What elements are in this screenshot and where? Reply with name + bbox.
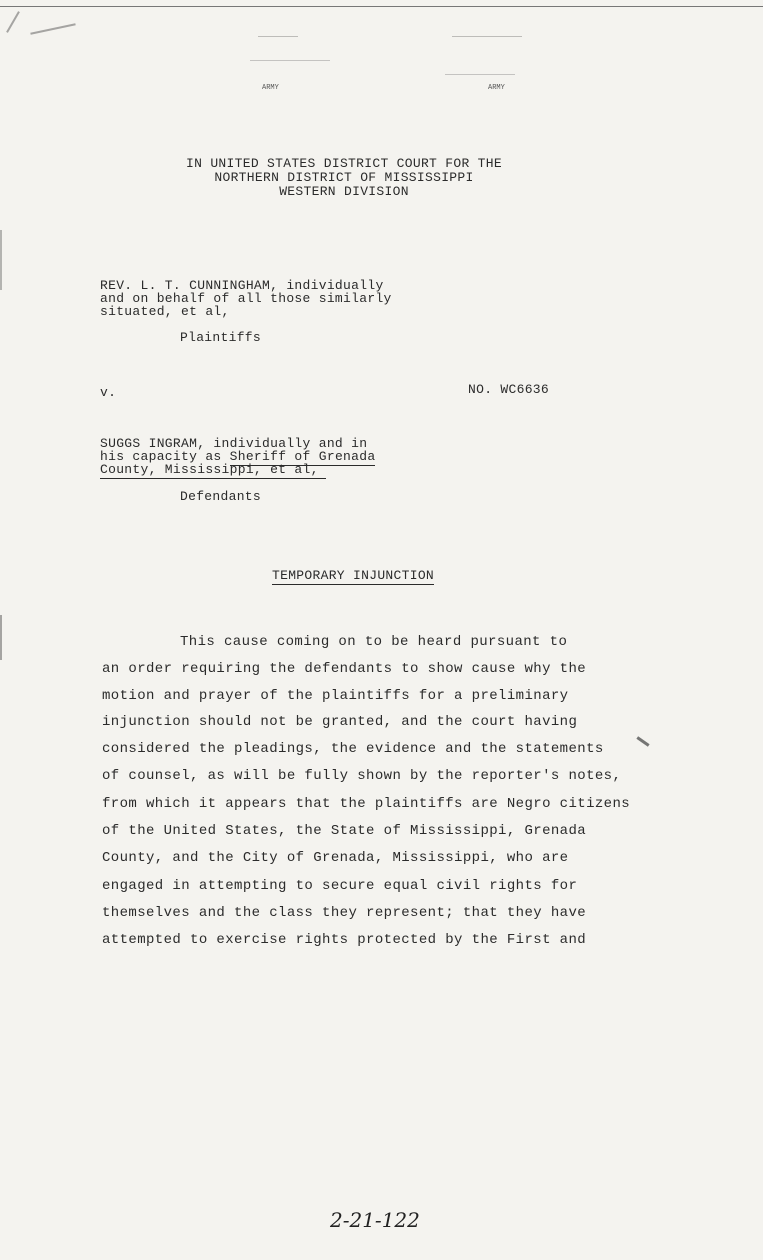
plaintiff-line2: and on behalf of all those similarly (100, 291, 392, 306)
defendant-line2-a: his capacity as (100, 449, 230, 464)
plaintiff-line1: REV. L. T. CUNNINGHAM, individually (100, 278, 384, 293)
stamp-left: ARMY (262, 84, 279, 92)
scan-mark (30, 23, 75, 35)
body-line-12: attempted to exercise rights protected by the First and (102, 932, 587, 948)
scan-mark (636, 736, 649, 746)
defendant-sheriff-title: Sheriff of Grenada (229, 449, 376, 464)
body-line-2: an order requiring the defendants to show cause why the (102, 661, 587, 677)
body-line-6: of counsel, as will be fully shown by the reporter's notes, (102, 768, 622, 784)
body-line-10: engaged in attempting to secure equal civil rights for (102, 878, 578, 894)
body-line-3: motion and prayer of the plaintiffs for a preliminary (102, 688, 569, 704)
body-line-11: themselves and the class they represent; that they have (102, 905, 587, 921)
document-title: TEMPORARY INJUNCTION (272, 568, 435, 583)
versus-label: v. (100, 385, 117, 400)
court-caption-line2: NORTHERN DISTRICT OF MISSISSIPPI (214, 170, 474, 185)
body-line-4: injunction should not be granted, and the court having (102, 714, 578, 730)
scan-mark (0, 615, 2, 660)
stamp-right: ARMY (488, 84, 505, 92)
scan-mark (445, 74, 515, 75)
body-line-7: from which it appears that the plaintiffs are Negro citizens (102, 796, 631, 812)
plaintiff-line3: situated, et al, (100, 304, 230, 319)
plaintiff-role: Plaintiffs (180, 330, 262, 345)
defendant-line1: SUGGS INGRAM, individually and in (100, 436, 368, 451)
scan-mark (6, 11, 20, 33)
scan-mark (452, 36, 522, 37)
body-line-1: This cause coming on to be heard pursuant to (180, 634, 568, 650)
scan-mark (258, 36, 298, 37)
defendant-role: Defendants (180, 489, 262, 504)
court-caption-line1: IN UNITED STATES DISTRICT COURT FOR THE (186, 156, 502, 171)
body-line-5: considered the pleadings, the evidence and the statements (102, 741, 604, 757)
defendant-line3: County, Mississippi, et al, (100, 462, 326, 479)
scan-mark (0, 230, 2, 290)
case-number: NO. WC6636 (468, 382, 550, 397)
page-top-edge (0, 0, 763, 7)
scan-mark (250, 60, 330, 61)
body-line-9: County, and the City of Grenada, Mississippi, who are (102, 850, 569, 866)
handwritten-page-number: 2-21-122 (330, 1208, 420, 1232)
court-caption-line3: WESTERN DIVISION (279, 184, 409, 199)
body-line-8: of the United States, the State of Mississippi, Grenada (102, 823, 587, 839)
